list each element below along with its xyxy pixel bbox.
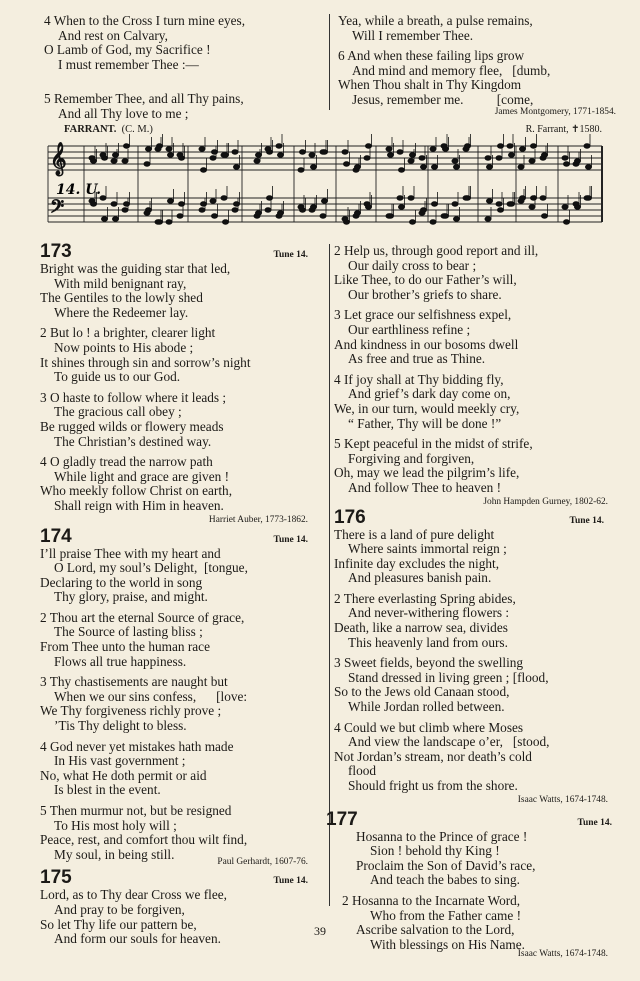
author-attribution: Isaac Watts, 1674-1748. [517,794,608,805]
hymn-number: 175 [40,867,72,889]
author-attribution: James Montgomery, 1771-1854. [494,106,616,117]
tune-ref: Tune 14. [273,250,308,260]
verse: There is a land of pure delight Where saints immortal reign ; Infinite day excludes the night, And pleasures banish pain. [334,526,507,586]
verse: Lord, as to Thy dear Cross we flee, And pray to be forgiven, So let Thy life our pattern be, And form our souls for heaven. [40,887,227,947]
hymn-number: 174 [40,525,72,547]
top-right-verses [338,14,616,118]
tune-ref: Tune 14. [569,515,604,526]
verse: 2 Hosanna to the Incarnate Word, Who from the Father came ! Ascribe salvation to the Lord, With blessings on His Name. [342,892,525,952]
author-attribution: Paul Gerhardt, 1607-76. [217,857,308,868]
tune-ref: Tune 14. [273,534,308,545]
verse: 2 There everlasting Spring abides, And never-withering flowers : Death, like a narrow sea, divides This heavenly land from ours. [334,590,516,650]
hymn-number: 173 [40,241,72,262]
hymn-header [40,527,322,547]
page-number: 39 [314,924,326,938]
verse: 2 Thou art the eternal Source of grace, The Source of lasting bliss ; From Thee unto the human race Flows all true happiness. [40,609,245,669]
hymn-header [40,868,322,888]
verse: 5 Remember Thee, and all Thy pains, And all Thy love to me ; [44,91,244,121]
verse: Hosanna to the Prince of grace ! Sion ! behold thy King ! Proclaim the Son of David’s race, And teach the babes to sing. [356,828,536,888]
verse: Yea, while a breath, a pulse remains, Will I remember Thee. [338,13,533,43]
author-attribution: John Hampden Gurney, 1802-62. [483,496,608,507]
hymn-number: 176 [334,506,366,528]
column-divider [329,244,330,906]
key-label: 14. U. [56,182,102,198]
svg-text:𝄞: 𝄞 [50,142,67,175]
svg-text:𝄢: 𝄢 [50,197,65,222]
hymn-header [334,508,608,528]
left-column [40,242,322,947]
verse: 4 God never yet mistakes hath made In His vast government ; No, what He doth permit or aid Is blest in the event. [40,738,234,798]
verse: 3 Let grace our selfishness expel, Our earthliness refine ; And kindness in our bosoms dwell As free and true as Thine. [334,307,519,367]
verse: 3 Sweet fields, beyond the swelling Stand dressed in living green ; [flood, So to the Jews old Canaan stood, While Jordan rolled between. [334,655,549,715]
verse: 4 Could we but climb where Moses And view the landscape o’er, [stood, Not Jordan’s stream, nor death’s cold flood Should fright us from the shore. [334,719,550,793]
top-left-verses [44,14,326,128]
verse: 5 Kept peaceful in the midst of strife, Forgiving and forgiven, Oh, may we lead the pilgrim’s life, And follow Thee to heaven ! [334,436,533,495]
tune-ref: Tune 14. [273,876,308,887]
verse: 3 O haste to follow where it leads ; The gracious call obey ; Be rugged wilds or flowery meads The Christian’s destined way. [40,389,227,449]
author-attribution: Isaac Watts, 1674-1748. [517,949,608,960]
hymn-header [40,242,322,262]
author-attribution: Harriet Auber, 1773-1862. [208,514,308,525]
verse: I’ll praise Thee with my heart and O Lord, my soul’s Delight, [tongue, Declaring to the world in song Thy glory, praise, and might. [40,545,248,605]
tune-name: FARRANT. (C. M.) [64,124,153,135]
verse: 2 But lo ! a brighter, clearer light Now points to His abode ; It shines through sin and sorrow’s night To guide us to our God. [40,325,251,385]
hymn-header [326,808,612,830]
tune-ref: Tune 14. [577,817,612,828]
tune-composer: R. Farrant, ✝1580. [525,124,602,135]
verse: 5 Then murmur not, but be resigned To His most holy will ; Peace, rest, and comfort thou wilt find, My soul, in being still. [40,803,248,862]
verse: 4 When to the Cross I turn mine eyes, And rest on Calvary, O Lamb of God, my Sacrifice ! I must remember Thee :— [44,13,246,72]
verse: 4 O gladly tread the narrow path While light and grace are given ! Who meekly follow Christ on earth, Shall reign with Him in heaven. [40,454,233,513]
verse: Bright was the guiding star that led, With mild benignant ray, The Gentiles to the lowly shed Where the Redeemer lay. [40,261,231,320]
music-score [46,124,604,240]
verse: 2 Help us, through good report and ill, Our daily cross to bear ; Like Thee, to do our Father’s will, Our brother’s griefs to share. [334,243,539,302]
column-divider [329,14,330,110]
hymn-number: 177 [326,808,358,830]
verse: 6 And when these failing lips grow And mind and memory flee, [dumb, When Thou shalt in Thy Kingdom Jesus, remember me. [come, [338,48,551,107]
right-column [326,243,612,960]
verse: 3 Thy chastisements are naught but When we our sins confess, [love: We Thy forgiveness richly prove ; ’Tis Thy delight to bless. [40,674,248,734]
verse: 4 If joy shall at Thy bidding fly, And grief’s dark day come on, We, in our turn, would meekly cry, “ Father, Thy will be done !” [334,371,520,431]
